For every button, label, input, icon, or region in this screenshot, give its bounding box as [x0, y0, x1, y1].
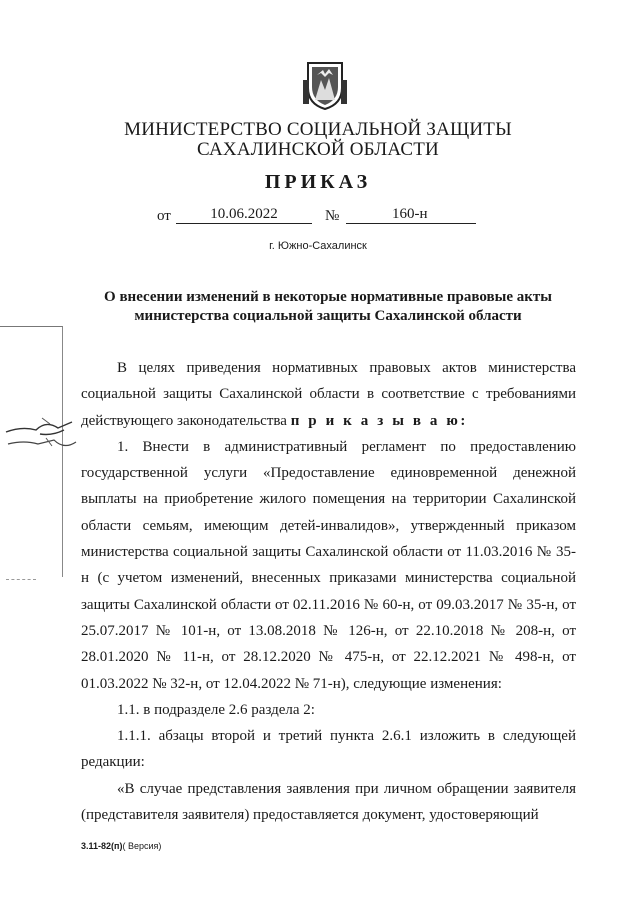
intro-paragraph	[81, 355, 576, 434]
item-1-1-1: 1.1.1. абзацы второй и третий пункта 2.6.1 изложить в следующей редакции:	[81, 728, 576, 771]
subject-line-2: министерства социальной защиты Сахалинской области	[134, 308, 522, 324]
ministry-name-line-2: САХАЛИНСКОЙ ОБЛАСТИ	[197, 139, 439, 160]
number-sign: №	[325, 208, 340, 224]
ministry-name-line-1: МИНИСТЕРСТВО СОЦИАЛЬНОЙ ЗАЩИТЫ	[124, 119, 512, 140]
order-title: ПРИКАЗ	[264, 171, 372, 193]
subject-line-1: О внесении изменений в некоторые нормативные правовые акты	[104, 289, 552, 305]
document-footer	[81, 841, 161, 851]
form-code: 3.11-82(п)	[81, 841, 123, 851]
order-number: 160-н	[346, 206, 476, 224]
order-date: 10.06.2022	[176, 206, 312, 224]
date-prefix: от	[157, 208, 171, 224]
item-1: 1. Внести в административный регламент по предоставлению государственной услуги «Предоставление единовременной денежной выплаты на приобретение жилого помещения на территории Сахалинской области семьям, имеющим детей-инвалидов», утвержденный приказом министерства социальной защиты Сахалинской области от 11.03.2016 № 35-н (с учетом изменений, внесенных приказами министерства социальной защиты Сахалинской области от 02.11.2016 № 60-н, от 09.03.2017 № 35-н, от 25.07.2017 № 101-н, от 13.08.2018 № 126-н, от 22.10.2018 № 208-н, от 28.01.2020 № 11-н, от 28.12.2020 № 475-н, от 22.12.2021 № 498-н, от 01.03.2022 № 32-н, от 12.04.2022 № 71-н), следующие изменения:	[81, 438, 576, 692]
item-1-1: 1.1. в подразделе 2.6 раздела 2:	[117, 701, 315, 718]
intro-text: В целях приведения нормативных правовых актов министерства социальной защиты Сахалинской области в соответствие с требованиями действующего законодательства	[81, 360, 576, 429]
order-body	[81, 355, 576, 828]
order-date-number-line	[0, 206, 636, 228]
quote-paragraph: «В случае представления заявления при личном обращении заявителя (представителя заявителя) предоставляется документ, удостоверяющий	[81, 780, 576, 824]
command-word: п р и к а з ы в а ю:	[290, 412, 469, 429]
coat-of-arms-emblem	[303, 60, 347, 110]
city-name: г. Южно-Сахалинск	[269, 240, 367, 252]
form-version: ( Версия)	[122, 841, 162, 851]
margin-handwritten-mark	[2, 410, 90, 460]
order-subject	[60, 288, 596, 326]
